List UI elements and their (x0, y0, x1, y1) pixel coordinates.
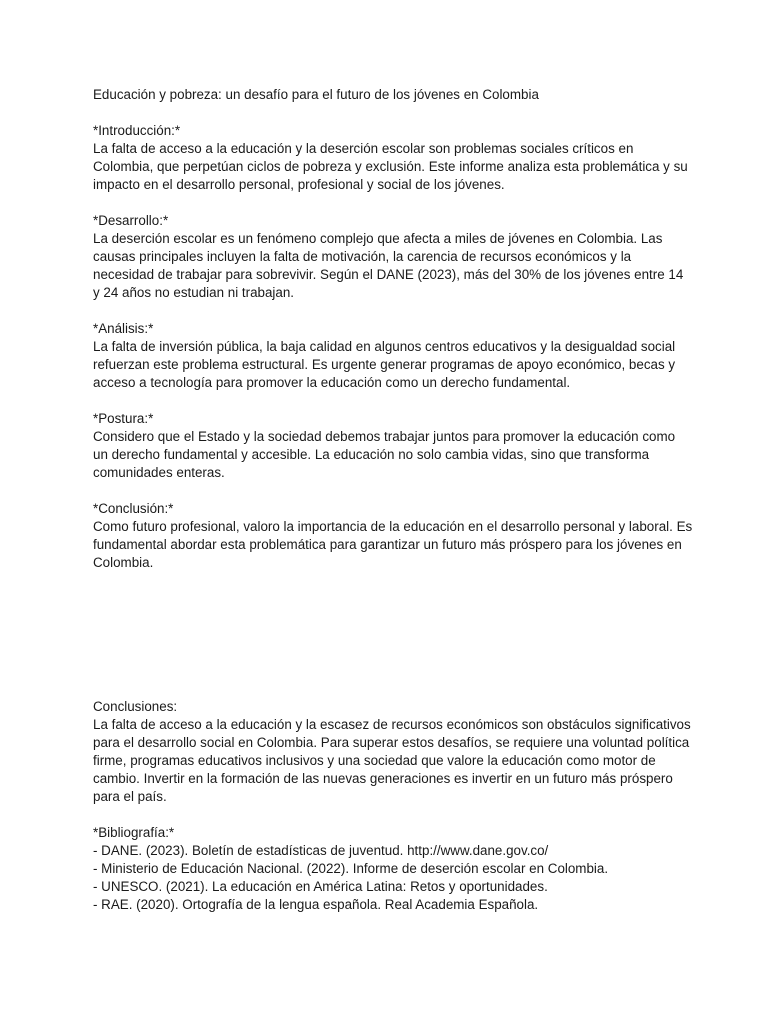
section-body: La falta de inversión pública, la baja calidad en algunos centros educativos y la desigualdad social refuerzan este problema estructural. Es urgente generar programas de apoyo económico, becas y acceso a tecnología para promover la educación como un derecho fundamental. (93, 339, 676, 390)
section-conclusion (93, 500, 693, 572)
section-bibliografia (93, 824, 693, 914)
section-heading: Conclusiones: (93, 699, 178, 714)
section-heading: *Análisis:* (93, 321, 154, 336)
section-introduccion (93, 122, 693, 194)
section-heading: *Postura:* (93, 411, 154, 426)
section-heading: *Desarrollo:* (93, 213, 169, 228)
document-body (93, 86, 693, 914)
bibliography-item: - Ministerio de Educación Nacional. (2022). Informe de deserción escolar en Colombia. (93, 861, 609, 876)
section-body: La deserción escolar es un fenómeno complejo que afecta a miles de jóvenes en Colombia. Las causas principales incluyen la falta de motivación, la carencia de recursos económicos y la necesidad de trabajar para sobrevivir. Según el DANE (2023), más del 30% de los jóvenes entre 14 y 24 años no estudian ni trabajan. (93, 231, 684, 300)
bibliography-item: - DANE. (2023). Boletín de estadísticas de juventud. http://www.dane.gov.co/ (93, 843, 549, 858)
section-desarrollo (93, 212, 693, 302)
bibliography-item: - UNESCO. (2021). La educación en América Latina: Retos y oportunidades. (93, 879, 548, 894)
section-analisis (93, 320, 693, 392)
section-body: Considero que el Estado y la sociedad debemos trabajar juntos para promover la educación como un derecho fundamental y accesible. La educación no solo cambia vidas, sino que transforma comunidades enteras. (93, 429, 676, 480)
bibliography-item: - RAE. (2020). Ortografía de la lengua española. Real Academia Española. (93, 897, 539, 912)
section-heading: *Conclusión:* (93, 501, 174, 516)
section-body: La falta de acceso a la educación y la deserción escolar son problemas sociales críticos en Colombia, que perpetúan ciclos de pobreza y exclusión. Este informe analiza esta problemática y su impacto en el desarrollo personal, profesional y social de los jóvenes. (93, 141, 688, 192)
section-postura (93, 410, 693, 482)
section-body: Como futuro profesional, valoro la importancia de la educación en el desarrollo personal y laboral. Es fundamental abordar esta problemática para garantizar un futuro más próspero para los jóvenes en Colombia. (93, 519, 693, 570)
bibliography-list (93, 842, 693, 914)
section-heading: *Introducción:* (93, 123, 181, 138)
document-title: Educación y pobreza: un desafío para el futuro de los jóvenes en Colombia (93, 87, 539, 102)
section-heading: *Bibliografía:* (93, 825, 175, 840)
section-body: La falta de acceso a la educación y la escasez de recursos económicos son obstáculos significativos para el desarrollo social en Colombia. Para superar estos desafíos, se requiere una voluntad política firme, programas educativos inclusivos y una sociedad que valore la educación como motor de cambio. Invertir en la formación de las nuevas generaciones es invertir en un futuro más próspero para el país. (93, 717, 691, 804)
blank-space (93, 590, 693, 698)
section-conclusiones (93, 698, 693, 806)
document-title-block (93, 86, 693, 104)
